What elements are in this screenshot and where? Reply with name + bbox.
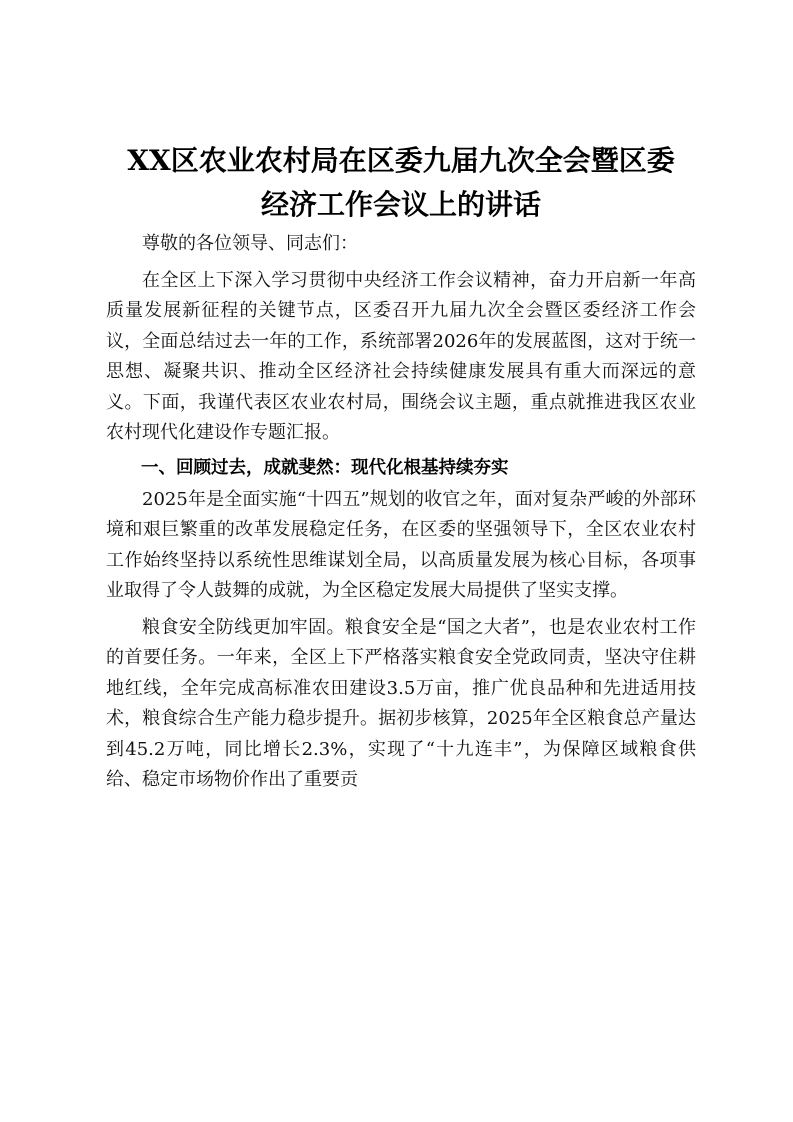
section-1-heading: 一、回顾过去，成就斐然：现代化根基持续夯实 <box>141 457 509 478</box>
document-title-line-2: 经济工作会议上的讲话 <box>260 188 541 221</box>
salutation: 尊敬的各位领导、同志们： <box>142 233 358 254</box>
section-1-paragraph-1: 2025年是全面实施“十四五”规划的收官之年，面对复杂严峻的外部环境和艰巨繁重的改革发展稳定任务，在区委的坚强领导下，全区农业农村工作始终坚持以系统性思维谋划全局，以高质量发展为核心目标，各项事业取得了令人鼓舞的成就，为全区稳定发展大局提供了坚实支撑。 <box>106 488 696 601</box>
document-title-line-1: XX区农业农村局在区委九届九次全会暨区委 <box>127 144 675 177</box>
document-title <box>106 139 696 227</box>
document-body <box>106 139 696 796</box>
section-1-paragraph-2: 粮食安全防线更加牢固。粮食安全是“国之大者”，也是农业农村工作的首要任务。一年来，全区上下严格落实粮食安全党政同责，坚决守住耕地红线，全年完成高标准农田建设3.5万亩，推广优良品种和先进适用技术，粮食综合生产能力稳步提升。据初步核算，2025年全区粮食总产量达到45.2万吨，同比增长2.3%，实现了“十九连丰”，为保障区域粮食供给、稳定市场物价作出了重要贡 <box>106 616 696 790</box>
intro-paragraph: 在全区上下深入学习贯彻中央经济工作会议精神，奋力开启新一年高质量发展新征程的关键节点，区委召开九届九次全会暨区委经济工作会议，全面总结过去一年的工作，系统部署2026年的发展蓝图，这对于统一思想、凝聚共识、推动全区经济社会持续健康发展具有重大而深远的意义。下面，我谨代表区农业农村局，围绕会议主题，重点就推进我区农业农村现代化建设作专题汇报。 <box>106 269 696 443</box>
